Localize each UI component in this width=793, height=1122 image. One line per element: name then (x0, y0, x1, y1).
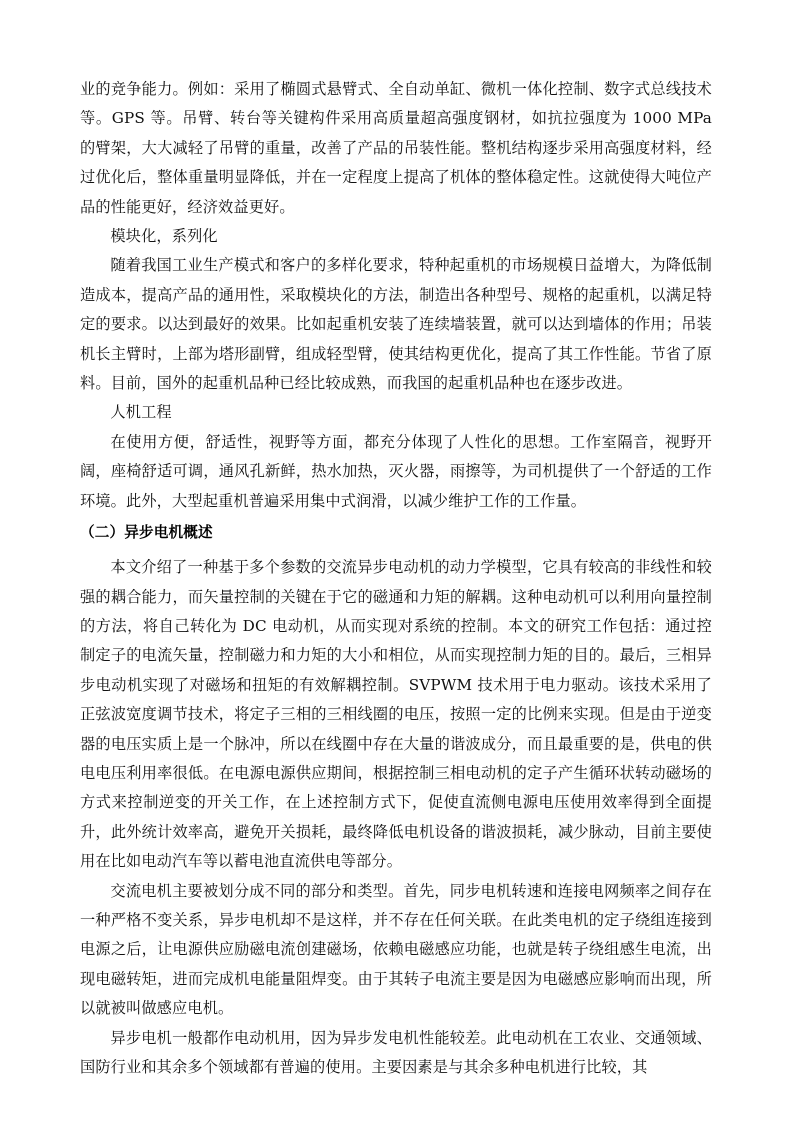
paragraph-ergonomics: 在使用方便，舒适性，视野等方面，都充分体现了人性化的思想。工作室隔音，视野开阔，座椅舒适可调，通风孔新鲜，热水加热，灭火器，雨擦等，为司机提供了一个舒适的工作环境。此外，大型起重机普遍采用集中式润滑，以减少维护工作的工作量。 (80, 432, 712, 510)
paragraph-async-motor-usage: 异步电机一般都作电动机用，因为异步发电机性能较差。此电动机在工农业、交通领域、国防行业和其余多个领域都有普遍的使用。主要因素是与其余多种电机进行比较，其 (80, 1028, 712, 1076)
subheading-ergonomics: 人机工程 (110, 403, 172, 422)
paragraph-modularization: 随着我国工业生产模式和客户的多样化要求，特种起重机的市场规模日益增大，为降低制造成本，提高产品的通用性，采取模块化的方法，制造出各种型号、规格的起重机，以满足特定的要求。以达到最好的效果。比如起重机安装了连续墙装置，就可以达到墙体的作用；吊装机长主臂时，上部为塔形副臂，组成轻型臂，使其结构更优化，提高了其工作性能。节省了原料。目前，国外的起重机品种已经比较成熟，而我国的起重机品种也在逐步改进。 (80, 256, 712, 393)
page-content (80, 75, 712, 1082)
subheading-modularization: 模块化，系列化 (110, 227, 218, 246)
section-heading: （二）异步电机概述 (80, 524, 213, 542)
paragraph-intro-continuation: 业的竞争能力。例如：采用了椭圆式悬臂式、全自动单缸、微机一体化控制、数字式总线技术等。GPS 等。吊臂、转台等关键构件采用高质量超高强度钢材，如抗拉强度为 1000 MPa 的臂架，大大减轻了吊臂的重量，改善了产品的吊装性能。整机结构逐步采用高强度材料，经过优化后，整体重量明显降低，并在一定程度上提高了机体的整体稳定性。这就使得大吨位产品的性能更好，经济效益更好。 (80, 80, 712, 216)
paragraph-ac-motor-types: 交流电机主要被划分成不同的部分和类型。首先，同步电机转速和连接电网频率之间存在一种严格不变关系，异步电机却不是这样，并不存在任何关联。在此类电机的定子绕组连接到电源之后，让电源供应励磁电流创建磁场，依赖电磁感应功能，也就是转子绕组感生电流，出现电磁转矩，进而完成机电能量阻焊变。由于其转子电流主要是因为电磁感应影响而出现，所以就被叫做感应电机。 (80, 881, 712, 1018)
paragraph-motor-model: 本文介绍了一种基于多个参数的交流异步电动机的动力学模型，它具有较高的非线性和较强的耦合能力，而矢量控制的关键在于它的磁通和力矩的解耦。这种电动机可以利用向量控制的方法，将自己转化为 DC 电动机，从而实现对系统的控制。本文的研究工作包括：通过控制定子的电流矢量，控制磁力和力矩的大小和相位，从而实现控制力矩的目的。最后，三相异步电动机实现了对磁场和扭矩的有效解耦控制。SVPWM 技术用于电力驱动。该技术采用了正弦波宽度调节技术，将定子三相的三相线圈的电压，按照一定的比例来实现。但是由于逆变器的电压实质上是一个脉冲，所以在线圈中存在大量的谐波成分，而且最重要的是，供电的供电电压利用率很低。在电源电源供应期间，根据控制三相电动机的定子产生循环状转动磁场的方式来控制逆变的开关工作，在上述控制方式下，促使直流侧电源电压使用效率得到全面提升，此外统计效率高，避免开关损耗，最终降低电机设备的谐波损耗，减少脉动，目前主要使用在比如电动汽车等以蓄电池直流供电等部分。 (80, 558, 712, 871)
